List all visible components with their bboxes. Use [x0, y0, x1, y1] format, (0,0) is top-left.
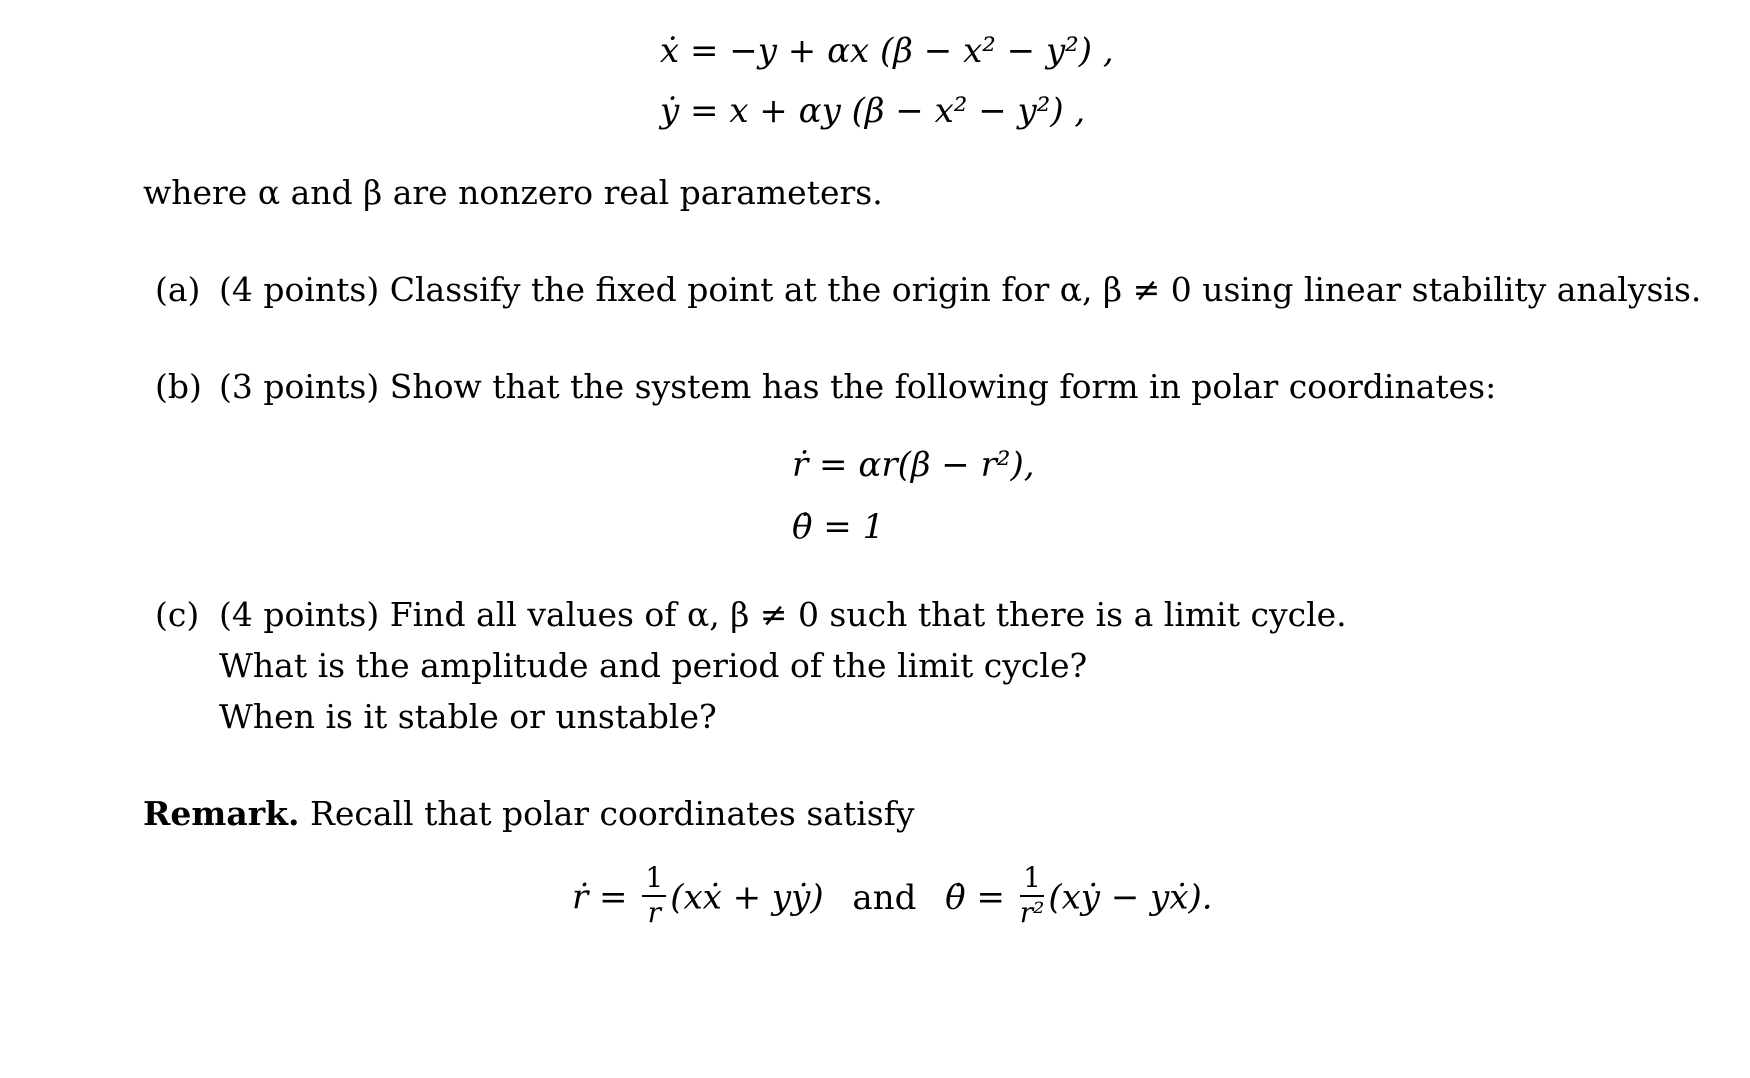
- remark-theta-lhs: θ̇ =: [945, 877, 1005, 918]
- system-equation-2: [660, 91, 1086, 131]
- remark-title: Remark.: [143, 794, 300, 833]
- remark: [143, 794, 915, 833]
- part-b-points: (3 points): [219, 367, 380, 406]
- polar-r-equation: ṙ = αr(β − r²),: [792, 445, 1035, 485]
- part-a-label: (a): [155, 270, 201, 309]
- polar-theta-equation: θ̇ = 1: [792, 507, 885, 547]
- remark-and: and: [852, 877, 917, 918]
- remark-r-rhs: (xẋ + yẏ): [670, 877, 824, 918]
- fraction-1-over-r: [642, 861, 666, 929]
- part-a-text: Classify the fixed point at the origin for α, β ≠ 0 using linear stability analysis.: [389, 270, 1702, 309]
- part-b: [155, 367, 1497, 406]
- part-a-points: (4 points): [219, 270, 380, 309]
- fraction-r-numerator: 1: [642, 864, 666, 897]
- eq2-rhs: = x + αy (β − x² − y²) ,: [690, 91, 1086, 131]
- part-c-text-1: Find all values of α, β ≠ 0 such that there is a limit cycle.: [389, 595, 1347, 634]
- part-c-line-1: [155, 595, 1347, 634]
- remark-r-lhs: ṙ =: [572, 877, 628, 918]
- part-b-label: (b): [155, 367, 202, 406]
- fraction-1-over-r-squared: [1019, 861, 1045, 929]
- part-c-line-3: When is it stable or unstable?: [219, 697, 717, 736]
- fraction-r-denominator: r: [647, 896, 661, 929]
- fraction-r2-numerator: 1: [1020, 864, 1045, 897]
- intro-text: where α and β are nonzero real parameters.: [143, 173, 883, 212]
- system-equation-1: [660, 31, 1114, 71]
- eq1-rhs: = −y + αx (β − x² − y²) ,: [690, 31, 1114, 71]
- fraction-r2-denominator: r²: [1019, 896, 1045, 929]
- part-c-line-2: What is the amplitude and period of the limit cycle?: [219, 646, 1088, 685]
- remark-theta-rhs: (xẏ − yẋ).: [1048, 877, 1213, 918]
- eq2-lhs: ẏ: [660, 91, 680, 131]
- part-c-points: (4 points): [219, 595, 380, 634]
- part-a: [155, 270, 1702, 309]
- remark-equations: [572, 861, 1213, 931]
- eq1-lhs: ẋ: [660, 31, 680, 71]
- remark-text: Recall that polar coordinates satisfy: [309, 794, 915, 833]
- part-c-label: (c): [155, 595, 200, 634]
- part-b-text: Show that the system has the following form in polar coordinates:: [389, 367, 1497, 406]
